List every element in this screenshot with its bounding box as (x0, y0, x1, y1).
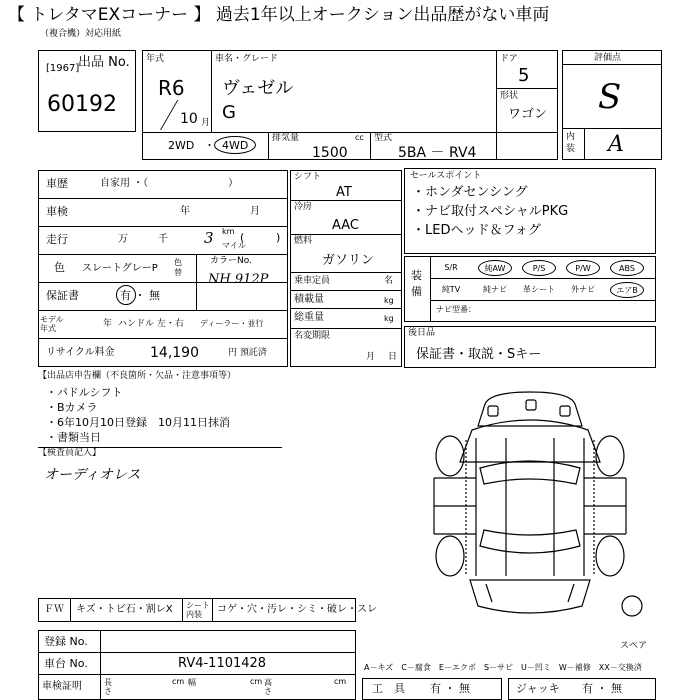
doors-label: ドア (500, 54, 518, 64)
fuel-value: ガソリン (322, 253, 375, 268)
inspector-note: オーディオレス (44, 467, 141, 483)
equip-pw: P/W (566, 260, 600, 276)
size-cm-3: cm (334, 677, 347, 686)
year-value: R6 (158, 76, 185, 100)
lot-number: 60192 (47, 92, 117, 117)
mileage-label: 走行 (46, 233, 68, 246)
load-label: 積載量 (294, 294, 324, 305)
sales-point-2: ・ナビ取付スペシャルPKG (412, 204, 569, 219)
declaration-line-2: ・Bカメラ (46, 401, 98, 414)
score-label: 評価点 (594, 53, 622, 63)
equip-navi: 純ナビ (483, 285, 507, 294)
aircon-label: 冷房 (294, 202, 313, 212)
interior-label: 内装 (566, 132, 576, 154)
shape-value: ワゴン (508, 107, 548, 122)
equip-tv: 純TV (441, 285, 461, 294)
size-width: 幅 (188, 678, 196, 687)
weight-unit: kg (384, 314, 394, 323)
weight-label: 総重量 (294, 312, 324, 323)
declaration-line-4: ・書類当日 (46, 431, 101, 444)
equip-leather: 革シート (523, 285, 555, 294)
mileage-mile: マイル (222, 241, 246, 250)
color-no-label: カラーNo. (210, 256, 252, 266)
model-label: 型式 (374, 133, 393, 143)
after-value: 保証書・取説・Sキー (416, 347, 542, 362)
equip-ext-navi: 外ナビ (571, 285, 595, 294)
month-value: 10 (180, 111, 198, 127)
recycle-label: リサイクル料金 (46, 347, 115, 358)
load-unit: kg (384, 296, 394, 305)
warranty-label: 保証書 (46, 289, 79, 302)
jack-label: ジャッキ (516, 682, 560, 695)
recycle-value: 14,190 (150, 345, 199, 361)
fuel-label: 燃料 (294, 236, 313, 246)
sales-label: セールスポイント (410, 171, 482, 181)
equip-navi-model: ナビ型番： (436, 305, 476, 314)
doors-value: 5 (518, 65, 530, 86)
lot-code: [1967] (46, 63, 80, 74)
drive-2wd: 2WD (168, 139, 195, 152)
mileage-man: 万 (118, 234, 128, 245)
seat-value: コゲ・穴・汚レ・シミ・破レ・スレ (217, 604, 377, 615)
month-unit: 月 (201, 118, 211, 128)
equip-ps: P/S (522, 260, 556, 276)
reki-label: 車歴 (46, 177, 68, 190)
model-year-unit: 年 (103, 319, 113, 329)
car-diagram (410, 380, 650, 634)
color-no-value: NH 912P (208, 272, 269, 287)
size-height: 高さ (264, 678, 272, 696)
change-unit: 月 (366, 352, 376, 362)
fw-label: ＦＷ (44, 604, 64, 615)
sales-point-3: ・LEDヘッド＆フォグ (412, 223, 541, 238)
shaken-month: 月 (250, 206, 260, 217)
size-cm-2: cm (250, 677, 263, 686)
auction-sheet: 【 トレタマEXコーナー 】 過去1年以上オークション出品歴がない車両 （複合機）対応用紙 出品 No. [1967] 60192 年式 R6 10 月 車名・グレード ヴェゼル G ドア 5 形状 ワゴン 2WD ・ 4WD 排気量 cc 1500 型式 5BA － RV4 評価点 S 内装 A 車歴 自家用 ・（ ） 車検 年 月 走行 万 千 3 km マイル ( ) 色 スレートグレーP 色替 カラーNo. NH 912P 保証書 有 ・ 無 モデル年式 年 ハンドル 左・右 ディーラー・並行 リサイクル料金 14,190 円 預託済 シフト AT 冷房 AAC 燃料 ガソリン 乗車定員 名 積載量 kg 総重量 kg 名変期限 月 日 セールスポイント ・ホンダセンシング ・ナビ取付スペシャルPKG ・LEDヘッド＆フォグ 装備 S/R 純AW P/S P/W ABS 純TV 純ナビ 革シート 外ナビ エアB ナビ型番： 後日品 保証書・取説・Sキー 【出品店申告欄（不良箇所・欠品・注意事項等） ・パドルシフト ・Bカメラ ・6年10月10日登録 10月11日抹消 ・書類当日 【検査員記入】 オーディオレス スペア ＦＷ キズ・トビ石・割レX シート内装 コゲ・穴・汚レ・シミ・破レ・スレ 登録 No. 車台 No. RV4-1101428 車検証明 長さ cm 幅 cm 高さ cm A－キズ C－腐食 E－エクボ S－サビ U－凹ミ W－補修 XX－交換済 工 具 有 ・ 無 ジャッキ 有 ・ 無 (0, 0, 700, 700)
reg-label: 登録 No. (44, 635, 88, 648)
dealer: ディーラー・並行 (200, 319, 264, 328)
reki-value: 自家用 ・（ ） (100, 178, 239, 189)
equip-abs: ABS (610, 260, 644, 276)
color-label: 色 (54, 261, 65, 274)
car-name: ヴェゼル (222, 78, 294, 99)
chassis-value: RV4-1101428 (178, 656, 267, 671)
declaration-line-1: ・パドルシフト (46, 386, 123, 399)
change-label: 名変期限 (294, 331, 331, 341)
shaken-year: 年 (180, 206, 190, 217)
shift-label: シフト (294, 172, 322, 182)
size-long: 長さ (104, 678, 112, 696)
shift-value: AT (336, 185, 352, 200)
equip-sr: S/R (444, 263, 458, 272)
jack-value: 有 ・ 無 (582, 682, 622, 695)
engine-value: 1500 (312, 145, 348, 161)
interior-value: A (608, 132, 624, 157)
car-label: 車名・グレード (215, 54, 279, 64)
model-value: 5BA － RV4 (398, 145, 477, 161)
equip-label: 装備 (411, 269, 422, 298)
shape-label: 形状 (500, 91, 519, 101)
chassis-label: 車台 No. (44, 657, 88, 670)
engine-label: 排気量 (272, 133, 300, 143)
equip-airbag: エアB (610, 282, 644, 298)
capacity-unit: 名 (384, 276, 394, 286)
recycle-unit: 円 預託済 (228, 348, 267, 358)
drive-4wd: 4WD (222, 139, 249, 152)
sales-point-1: ・ホンダセンシング (412, 185, 528, 200)
declaration-line-3: ・6年10月10日登録 10月11日抹消 (46, 416, 230, 429)
spare-label: スペア (620, 641, 648, 651)
after-label: 後日品 (408, 328, 436, 338)
size-cm-1: cm (172, 677, 185, 686)
change-day: 日 (388, 352, 398, 362)
banner-title: 【 トレタマEXコーナー 】 過去1年以上オークション出品歴がない車両 (8, 5, 550, 25)
car-grade: G (222, 102, 236, 123)
size-label: 車検証明 (42, 681, 82, 692)
mileage-sen: 千 (158, 234, 168, 245)
mileage-km: km (222, 227, 235, 236)
handle: ハンドル 左・右 (118, 319, 184, 329)
tools-label: 工 具 (372, 682, 405, 695)
shaken-label: 車検 (46, 205, 68, 218)
aircon-value: AAC (332, 218, 359, 233)
score-value: S (598, 77, 622, 117)
color-change-label: 色替 (174, 258, 182, 277)
engine-unit: cc (355, 133, 364, 142)
mileage-hand: 3 (204, 229, 214, 247)
model-year-label: モデル年式 (40, 315, 64, 333)
warranty-value: 有 ・ 無 (120, 289, 160, 302)
seat-label: シート内装 (186, 601, 210, 619)
subheader: （複合機）対応用紙 (40, 29, 122, 39)
declaration-title: 【出品店申告欄（不良箇所・欠品・注意事項等） (38, 371, 237, 381)
damage-legend: A－キズ C－腐食 E－エクボ S－サビ U－凹ミ W－補修 XX－交換済 (364, 663, 642, 672)
capacity-label: 乗車定員 (294, 276, 331, 286)
tools-value: 有 ・ 無 (430, 682, 470, 695)
lot-label: 出品 No. (78, 55, 130, 70)
fw-value: キズ・トビ石・割レX (76, 604, 173, 615)
inspector-title: 【検査員記入】 (38, 448, 102, 458)
color-value: スレートグレーP (82, 263, 158, 274)
equip-aw: 純AW (478, 260, 512, 276)
year-label: 年式 (146, 54, 165, 64)
